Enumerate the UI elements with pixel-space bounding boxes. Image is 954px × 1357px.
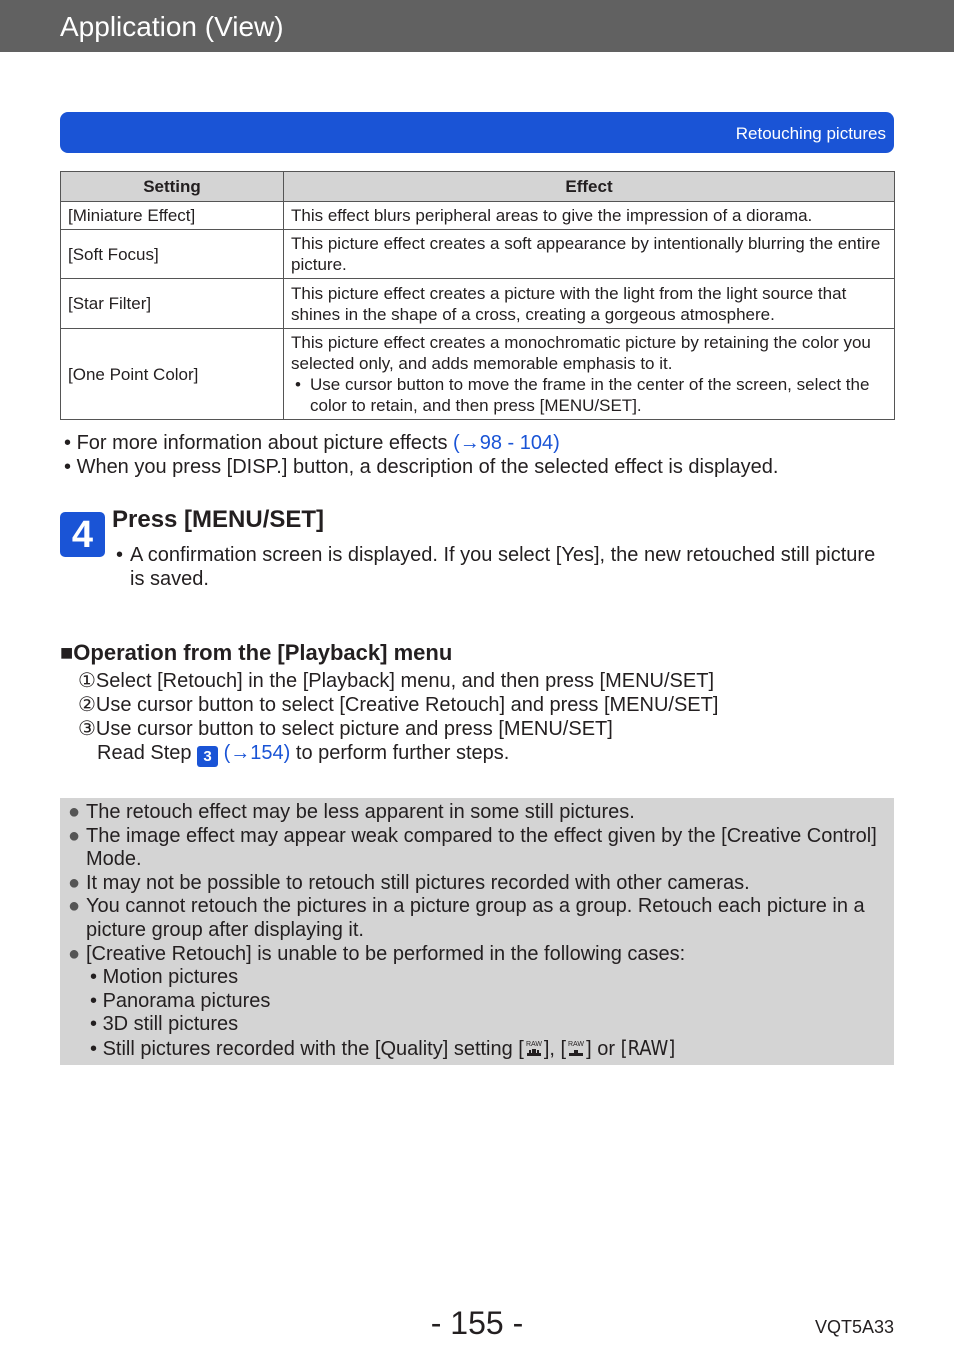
effect-cell: This picture effect creates a soft appearance by intentionally blurring the entire picture. (284, 230, 895, 279)
bullet-icon: ● (68, 871, 81, 894)
note-item (68, 872, 886, 896)
read-step-suffix: to perform further steps. (290, 742, 510, 764)
operation-heading: ■Operation from the [Playback] menu (60, 640, 453, 665)
note-item (68, 943, 886, 967)
read-step-prefix: Read Step (97, 742, 198, 764)
raw-standard-icon (566, 1038, 586, 1065)
table-row (61, 230, 895, 279)
note-line (64, 431, 778, 455)
setting-cell: [One Point Color] (61, 329, 284, 420)
sub-item-text: ], [ (543, 1037, 567, 1060)
effect-cell: This picture effect creates a picture with the light from the light source that shines in the shape of a cross, creating a gorgeous atmosphere. (284, 279, 895, 329)
sub-item-text: Still pictures recorded with the [Quality] setting [ (102, 1037, 524, 1060)
bullet-icon: ● (68, 824, 81, 847)
bullet-icon: • (295, 375, 301, 394)
sub-item-text: ] or (586, 1037, 621, 1060)
column-header-setting: Setting (61, 172, 284, 202)
note-item (68, 825, 886, 872)
effect-text: This picture effect creates a monochromatic picture by retaining the color you selected only, and adds memorable emphasis to it. (291, 333, 871, 373)
raw-only-icon: [RAW] (620, 1035, 676, 1060)
caution-note-box (60, 798, 894, 1065)
note-text: When you press [DISP.] button, a description of the selected effect is displayed. (76, 456, 779, 478)
effect-cell: This effect blurs peripheral areas to give the impression of a diorama. (284, 202, 895, 230)
page-number: - 155 - (430, 1305, 524, 1341)
bullet-icon: ● (68, 801, 81, 823)
table-row (61, 202, 895, 230)
table-header-row (61, 172, 895, 202)
note-item (68, 801, 886, 825)
column-header-effect: Effect (284, 172, 895, 202)
bullet-icon: ● (68, 895, 81, 918)
step-text: A confirmation screen is displayed. If you select [Yes], the new retouched still picture is saved. (130, 544, 876, 590)
sub-item: • Still pictures recorded with the [Quality] setting [ RAW ], [ RAW ] or [RAW] (68, 1037, 886, 1065)
note-item-text: The retouch effect may be less apparent in some still pictures. (86, 801, 635, 823)
note-item-text: [Creative Retouch] is unable to be performed in the following cases: (86, 942, 686, 965)
effect-notes (64, 431, 778, 479)
svg-text:RAW: RAW (525, 1040, 542, 1048)
sub-item: • 3D still pictures (90, 1013, 239, 1036)
raw-fine-icon (524, 1038, 544, 1065)
step-title: Press [MENU/SET] (112, 506, 325, 533)
section-bar (60, 112, 894, 153)
setting-cell: [Star Filter] (61, 279, 284, 329)
step-description (116, 543, 876, 591)
note-item (68, 895, 886, 942)
header-bar (0, 0, 954, 52)
svg-text:RAW: RAW (568, 1040, 585, 1048)
effects-table (60, 171, 895, 420)
operation-step: ③Use cursor button to select picture and press [MENU/SET] (78, 718, 613, 740)
operation-step: ②Use cursor button to select [Creative Retouch] and press [MENU/SET] (78, 694, 719, 716)
operation-steps (78, 669, 718, 767)
note-item-text: It may not be possible to retouch still pictures recorded with other cameras. (86, 871, 750, 894)
section-label: Retouching pictures (735, 124, 886, 143)
page-reference-link[interactable]: (→98 - 104) (453, 432, 560, 454)
operation-step: ①Select [Retouch] in the [Playback] menu, and then press [MENU/SET] (78, 670, 715, 692)
sub-item-text: Motion pictures (102, 966, 239, 989)
sub-item-text: 3D still pictures (102, 1013, 239, 1036)
document-code: VQT5A33 (814, 1317, 894, 1337)
bullet-icon: • (64, 456, 77, 478)
effect-cell (284, 329, 895, 420)
read-step-line (78, 741, 718, 767)
bullet-icon: ● (68, 942, 81, 965)
sub-item: • Motion pictures (90, 966, 239, 989)
setting-cell: [Soft Focus] (61, 230, 284, 279)
effect-sub-text: Use cursor button to move the frame in the center of the screen, select the color to retain, and then press [MENU/SET]. (310, 375, 870, 415)
bullet-icon: • (64, 432, 77, 454)
step-3-badge: 3 (197, 746, 218, 767)
note-item-text: The image effect may appear weak compared to the effect given by the [Creative Control] Mode. (86, 824, 877, 871)
table-row (61, 279, 895, 329)
bullet-icon: • (116, 544, 124, 566)
note-item-text: You cannot retouch the pictures in a picture group as a group. Retouch each picture in a picture group after displaying it. (86, 895, 865, 941)
note-text: For more information about picture effects (76, 432, 454, 454)
sub-item: • Panorama pictures (90, 989, 271, 1012)
page-reference-link[interactable]: (→154) (223, 742, 291, 764)
note-line (64, 455, 778, 479)
page-title: Application (View) (60, 11, 284, 42)
effect-sub-bullet (291, 374, 887, 416)
setting-cell: [Miniature Effect] (61, 202, 284, 230)
table-row (61, 329, 895, 420)
sub-item-text: Panorama pictures (102, 989, 271, 1012)
step-number-badge: 4 (60, 512, 105, 557)
